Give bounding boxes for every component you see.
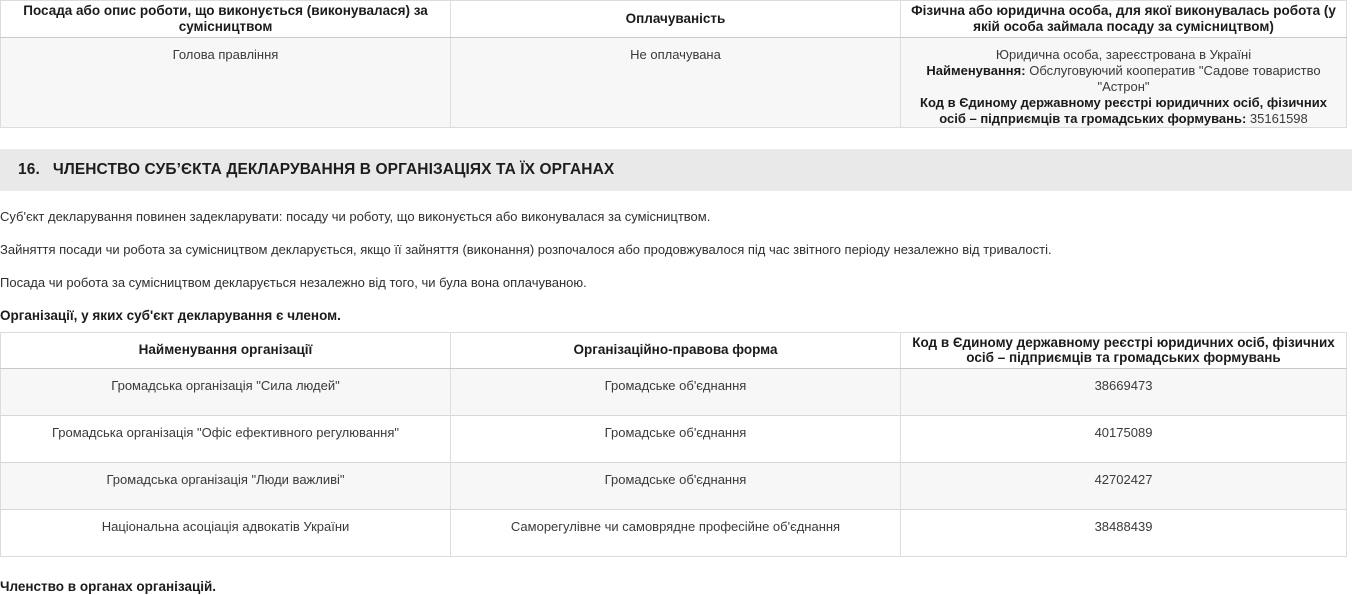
entity-column-header: Фізична або юридична особа, для якої виконувалась робота (у якій особа займала посаду за сумісництвом): [901, 1, 1347, 38]
paid-cell: Не оплачувана: [451, 37, 901, 127]
legal-form-cell: Саморегулівне чи самоврядне професійне об'єднання: [451, 510, 901, 557]
table-row: [1, 510, 1347, 557]
legal-form-cell: Громадське об'єднання: [451, 463, 901, 510]
legal-form-column-header: Організаційно-правова форма: [451, 332, 901, 369]
registry-code-cell: 40175089: [901, 416, 1347, 463]
organization-name-cell: Громадська організація "Люди важливі": [1, 463, 451, 510]
table-row: [1, 463, 1347, 510]
registry-code-cell: 42702427: [901, 463, 1347, 510]
entity-code-line: [913, 95, 1334, 127]
instruction-paragraph-3: Посада чи робота за сумісництвом декларується незалежно від того, чи була вона оплачуваною.: [0, 274, 587, 290]
entity-name-line: [913, 63, 1334, 95]
organizations-member-heading: Організації, у яких суб'єкт декларування є членом.: [0, 307, 341, 323]
entity-name-value: Обслуговуючий кооператив "Садове товариство "Астрон": [1029, 62, 1321, 94]
table-header-row: [1, 1, 1347, 38]
organization-name-cell: Громадська організація "Сила людей": [1, 369, 451, 416]
paid-column-header: Оплачуваність: [451, 1, 901, 38]
table-header-row: [1, 332, 1347, 369]
organization-name-cell: Національна асоціація адвокатів України: [1, 510, 451, 557]
organization-name-column-header: Найменування організації: [1, 332, 451, 369]
entity-name-label: Найменування:: [926, 62, 1026, 78]
entity-type: Юридична особа, зареєстрована в Україні: [995, 46, 1252, 62]
position-column-header: Посада або опис роботи, що виконується (виконувалася) за сумісництвом: [1, 1, 451, 38]
entity-code-value: 35161598: [1249, 110, 1308, 126]
table-row: [1, 416, 1347, 463]
section-number: 16.: [18, 160, 40, 178]
secondary-employment-table: [0, 0, 1347, 128]
membership-bodies-heading: Членство в органах організацій.: [0, 579, 217, 595]
section-16-header: [0, 149, 1352, 191]
entity-code-label: Код в Єдиному державному реєстрі юридичних осіб, фізичних осіб – підприємців та громадських формувань:: [920, 94, 1327, 126]
legal-form-cell: Громадське об'єднання: [451, 369, 901, 416]
legal-form-cell: Громадське об'єднання: [451, 416, 901, 463]
registry-code-cell: 38669473: [901, 369, 1347, 416]
section-title: ЧЛЕНСТВО СУБ’ЄКТА ДЕКЛАРУВАННЯ В ОРГАНІЗАЦІЯХ ТА ЇХ ОРГАНАХ: [52, 160, 615, 178]
entity-cell: [901, 37, 1347, 127]
instruction-paragraph-1: Суб'єкт декларування повинен задекларувати: посаду чи роботу, що виконується або виконувалася за сумісництвом.: [0, 208, 711, 224]
organizations-membership-table: [0, 332, 1347, 558]
instruction-paragraph-2: Зайняття посади чи робота за сумісництвом декларується, якщо її зайняття (виконання) розпочалося або продовжувалося під час звітного періоду незалежно від тривалості.: [0, 241, 1052, 257]
table-row: [1, 37, 1347, 127]
position-cell: Голова правління: [1, 37, 451, 127]
organization-name-cell: Громадська організація "Офіс ефективного регулювання": [1, 416, 451, 463]
registry-code-column-header: Код в Єдиному державному реєстрі юридичних осіб, фізичних осіб – підприємців та громадських формувань: [901, 332, 1347, 369]
table-row: [1, 369, 1347, 416]
registry-code-cell: 38488439: [901, 510, 1347, 557]
